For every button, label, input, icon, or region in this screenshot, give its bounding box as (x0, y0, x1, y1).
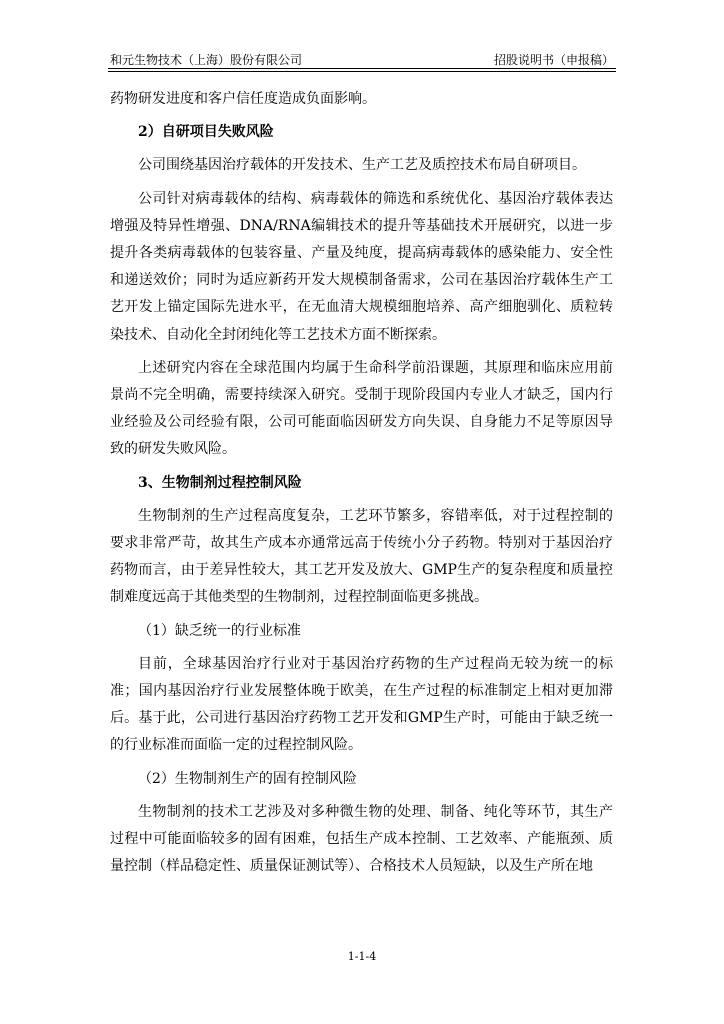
section-heading-process-control-risk: 3、生物制剂过程控制风险 (138, 474, 302, 491)
paragraph: 公司针对病毒载体的结构、病毒载体的筛选和系统优化、基因治疗载体表达增强及特异性增强、DNA/RNA编辑技术的提升等基础技术开展研究，以进一步提升各类病毒载体的包装容量、产量及纯度，提高病毒载体的感染能力、安全性和递送效价；同时为适应新药开发大规模制备需求，公司在基因治疗载体生产工艺开发上锚定国际先进水平，在无血清大规模细胞培养、高产细胞驯化、质粒转染技术、自动化全封闭纯化等工艺技术方面不断探索。 (110, 190, 613, 343)
paragraph: 生物制剂的技术工艺涉及对多种微生物的处理、制备、纯化等环节，其生产过程中可能面临较多的固有困难，包括生产成本控制、工艺效率、产能瓶颈、质量控制（样品稳定性、质量保证测试等）、合格技术人员短缺，以及生产所在地 (110, 803, 613, 875)
section-heading-self-research-risk: 2）自研项目失败风险 (138, 124, 274, 141)
paragraph: 生物制剂的生产过程高度复杂，工艺环节繁多，容错率低，对于过程控制的要求非常严苛，故其生产成本亦通常远高于传统小分子药物。特别对于基因治疗药物而言，由于差异性较大，其工艺开发及放大、GMP生产的复杂程度和质量控制难度远高于其他类型的生物制剂，过程控制面临更多挑战。 (110, 507, 613, 606)
page-header (110, 48, 614, 68)
header-company-name: 和元生物技术（上海）股份有限公司 (110, 53, 303, 67)
header-rule-thin (108, 71, 616, 72)
subheading-industry-standard: （1）缺乏统一的行业标准 (138, 622, 301, 639)
paragraph: 上述研究内容在全球范围内均属于生命科学前沿课题，其原理和临床应用前景尚不完全明确，需要持续深入研究。受制于现阶段国内专业人才缺乏，国内行业经验及公司经验有限，公司可能面临因研发方向失误、自身能力不足等原因导致的研发失败风险。 (110, 359, 613, 458)
paragraph: 目前，全球基因治疗行业对于基因治疗药物的生产过程尚无较为统一的标准；国内基因治疗行业发展整体晚于欧美，在生产过程的标准制定上相对更加滞后。基于此，公司进行基因治疗药物工艺开发和GMP生产时，可能由于缺乏统一的行业标准而面临一定的过程控制风险。 (110, 655, 613, 754)
header-rule-thick (108, 68, 616, 69)
paragraph-continuation: 药物研发进度和客户信任度造成负面影响。 (110, 91, 376, 107)
header-document-type: 招股说明书（申报稿） (493, 53, 614, 67)
subheading-inherent-control-risk: （2）生物制剂生产的固有控制风险 (138, 770, 357, 787)
document-body (110, 86, 613, 886)
paragraph: 公司围绕基因治疗载体的开发技术、生产工艺及质控技术布局自研项目。 (138, 157, 586, 174)
page-number: 1-1-4 (347, 950, 377, 963)
